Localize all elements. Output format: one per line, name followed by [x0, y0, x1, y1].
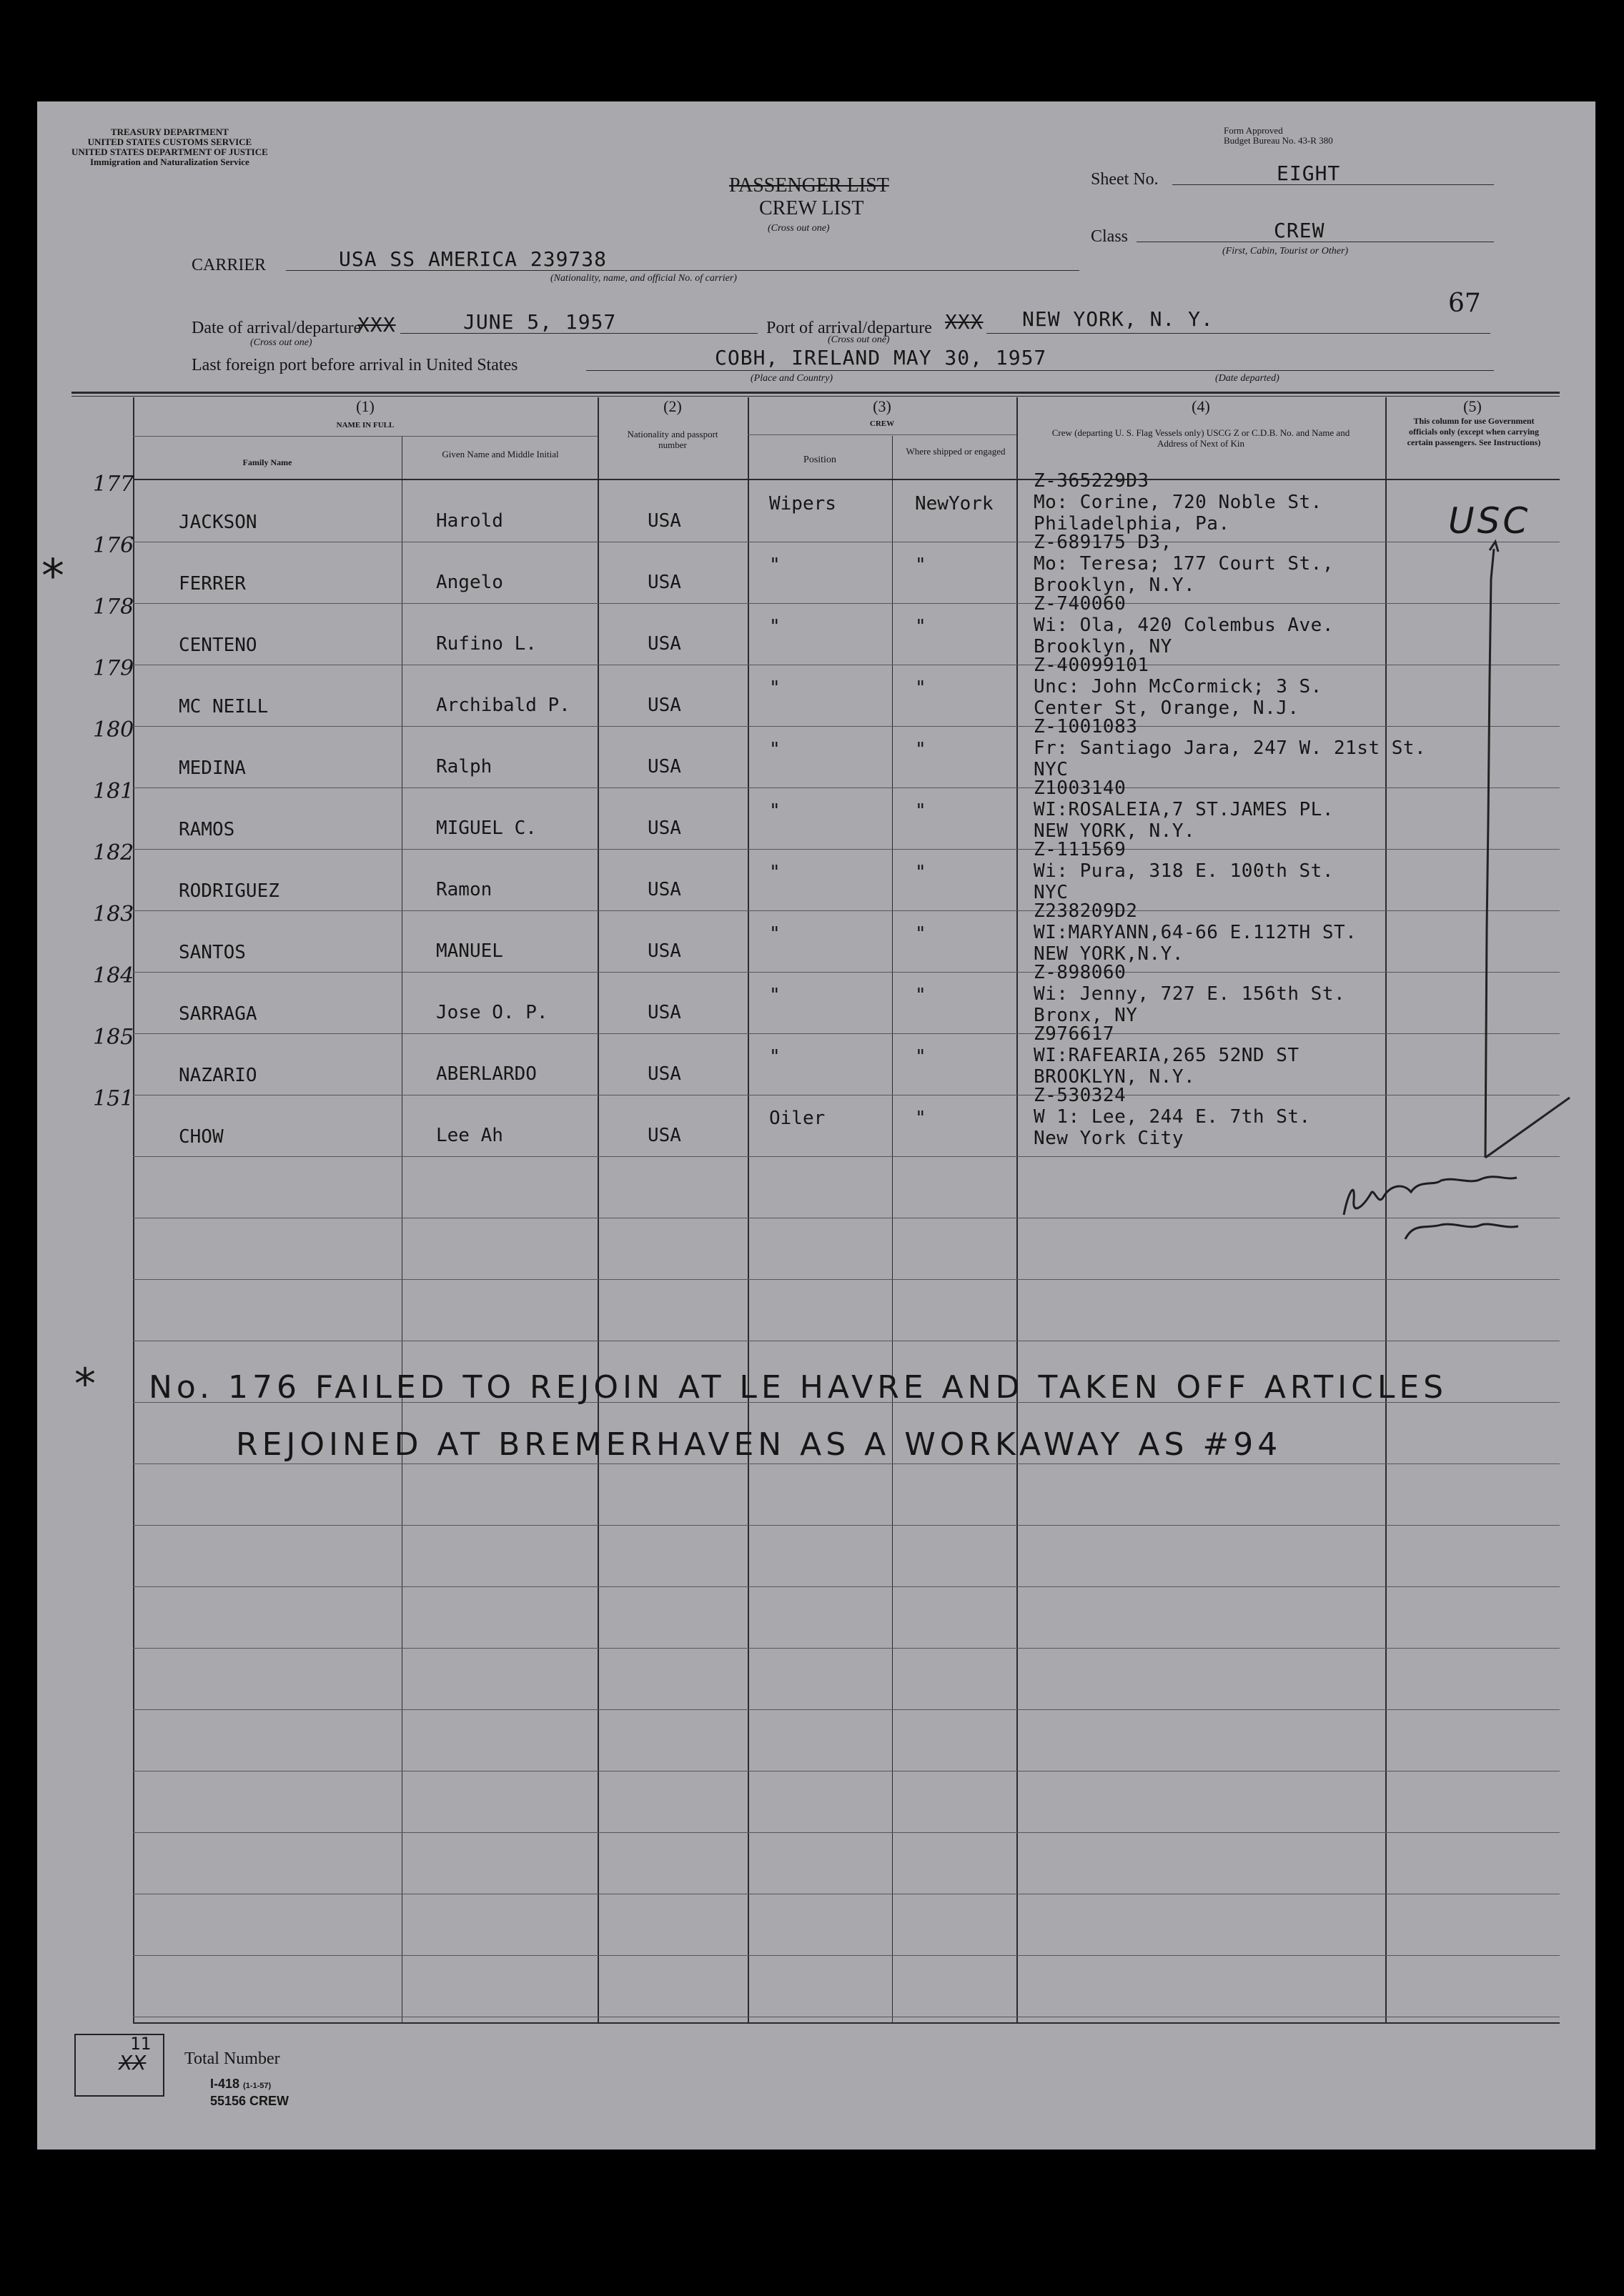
address-line: Z-111569 — [1034, 839, 1127, 860]
dept-line: Immigration and Naturalization Service — [89, 156, 249, 167]
next-of-kin-address — [1034, 1085, 1311, 1149]
port-underline — [986, 333, 1490, 334]
row-rule — [133, 1586, 1560, 1587]
next-of-kin-address — [1034, 655, 1322, 719]
position: " — [769, 555, 781, 576]
address-line: NEW YORK, N.Y. — [1034, 820, 1196, 842]
given-name: Ralph — [436, 756, 492, 777]
port-caption: (Cross out one) — [828, 334, 890, 345]
department-block — [71, 127, 268, 167]
port-label: Port of arrival/departure — [766, 319, 932, 337]
total-label: Total Number — [184, 2049, 280, 2068]
address-line: Z-689175 D3, — [1034, 532, 1172, 553]
address-line: NYC — [1034, 759, 1069, 780]
nationality: USA — [648, 572, 681, 593]
row-number: 183 — [93, 902, 134, 927]
row-rule — [133, 1648, 1560, 1649]
address-line: New York City — [1034, 1128, 1184, 1149]
address-line: Z238209D2 — [1034, 900, 1138, 922]
row-number: 151 — [93, 1086, 134, 1111]
col5-number: (5) — [1463, 397, 1482, 415]
next-of-kin-address — [1034, 900, 1357, 965]
given-name: Harold — [436, 510, 503, 532]
row-rule — [133, 1156, 1560, 1157]
sheet-label: Sheet No. — [1091, 170, 1159, 189]
address-line: Z-898060 — [1034, 962, 1127, 983]
address-line: NYC — [1034, 882, 1069, 903]
date-caption: (Cross out one) — [250, 337, 312, 348]
row-rule — [133, 1033, 1560, 1034]
nationality: USA — [648, 1125, 681, 1146]
carrier-label: CARRIER — [192, 256, 267, 274]
row-number: 179 — [93, 656, 134, 681]
usc-mark: USC — [1448, 500, 1531, 542]
address-line: Brooklyn, NY — [1034, 636, 1172, 657]
address-line: Z-365229D3 — [1034, 470, 1149, 492]
address-line: Wi: Jenny, 727 E. 156th St. — [1034, 983, 1346, 1005]
form-approved-line: Budget Bureau No. 43-R 380 — [1224, 135, 1333, 146]
dept-line: UNITED STATES DEPARTMENT OF JUSTICE — [71, 146, 268, 157]
date-label: Date of arrival/departure — [192, 319, 362, 337]
date-departed-caption: (Date departed) — [1215, 373, 1279, 384]
given-name: Archibald P. — [436, 695, 570, 716]
col2-number: (2) — [663, 397, 682, 415]
address-line: Wi: Ola, 420 Colembus Ave. — [1034, 615, 1334, 636]
row-rule — [133, 787, 1560, 788]
row-rule — [133, 1832, 1560, 1833]
address-line: Bronx, NY — [1034, 1005, 1138, 1026]
class-caption: (First, Cabin, Tourist or Other) — [1222, 246, 1349, 257]
where-shipped: " — [915, 677, 926, 699]
address-line: WI:MARYANN,64-66 E.112TH ST. — [1034, 922, 1357, 943]
col3-number: (3) — [873, 397, 891, 415]
note-asterisk: * — [74, 1359, 96, 1409]
where-shipped: " — [915, 555, 926, 576]
address-line: W 1: Lee, 244 E. 7th St. — [1034, 1106, 1311, 1128]
row-rule — [133, 1463, 1560, 1464]
next-of-kin-address — [1034, 777, 1334, 842]
where-shipped: " — [915, 616, 926, 637]
address-line: Z-740060 — [1034, 593, 1127, 615]
row-rule — [133, 972, 1560, 973]
position: " — [769, 616, 781, 637]
nationality: USA — [648, 940, 681, 962]
position: " — [769, 862, 781, 883]
given-name: MANUEL — [436, 940, 503, 962]
where-shipped: " — [915, 800, 926, 822]
position: Wipers — [769, 493, 836, 515]
address-line: Z-530324 — [1034, 1085, 1127, 1106]
port-struck: XXX — [945, 310, 984, 334]
row-number: 178 — [93, 595, 134, 620]
address-line: Brooklyn, N.Y. — [1034, 575, 1196, 596]
address-line: Mo: Teresa; 177 Court St., — [1034, 553, 1334, 575]
sheet-value: EIGHT — [1277, 161, 1341, 185]
form-approved-block — [1224, 126, 1333, 146]
family-name: RAMOS — [179, 819, 235, 840]
nationality: USA — [648, 1063, 681, 1085]
col1-number: (1) — [356, 397, 375, 415]
subhead-rule — [748, 434, 1016, 435]
position: " — [769, 1046, 781, 1068]
family-name: SANTOS — [179, 942, 246, 963]
form-id — [210, 2077, 271, 2092]
address-line: Philadelphia, Pa. — [1034, 513, 1230, 535]
position: " — [769, 985, 781, 1006]
col4-number: (4) — [1192, 397, 1210, 415]
row-rule — [133, 849, 1560, 850]
col-divider — [748, 397, 749, 2022]
next-of-kin-address — [1034, 962, 1345, 1026]
next-of-kin-address — [1034, 470, 1322, 535]
nationality: USA — [648, 695, 681, 716]
subhead-rule — [133, 436, 598, 437]
bracket-mark — [1472, 536, 1580, 1179]
col2-header: Nationality and passport number — [627, 429, 718, 450]
col-divider — [1016, 397, 1018, 2022]
address-line: Fr: Santiago Jara, 247 W. 21st St. — [1034, 737, 1427, 759]
official-signature — [1334, 1165, 1577, 1251]
where-shipped: NewYork — [915, 493, 994, 515]
dept-line: UNITED STATES CUSTOMS SERVICE — [87, 136, 252, 147]
col-divider — [598, 397, 599, 2022]
row-rule — [133, 1709, 1560, 1710]
address-line: Wi: Pura, 318 E. 100th St. — [1034, 860, 1334, 882]
col1b-header: Given Name and Middle Initial — [442, 449, 559, 459]
address-line: Z-40099101 — [1034, 655, 1149, 676]
where-shipped: " — [915, 923, 926, 945]
next-of-kin-address — [1034, 716, 1426, 780]
row-rule — [133, 1525, 1560, 1526]
nationality: USA — [648, 879, 681, 900]
col3-title: CREW — [869, 419, 895, 428]
nationality: USA — [648, 510, 681, 532]
row-rule — [133, 1955, 1560, 1956]
nationality: USA — [648, 756, 681, 777]
row-number: 176 — [93, 533, 134, 558]
crew-code: 55156 CREW — [210, 2094, 289, 2108]
table-top-rule — [71, 392, 1560, 394]
given-name: ABERLARDO — [436, 1063, 537, 1085]
address-line: Mo: Corine, 720 Noble St. — [1034, 492, 1322, 513]
given-name: Ramon — [436, 879, 492, 900]
next-of-kin-address — [1034, 839, 1334, 903]
col-divider — [892, 436, 893, 2022]
table-top-rule-2 — [71, 396, 1560, 397]
row-rule — [133, 603, 1560, 604]
address-line: Center St, Orange, N.J. — [1034, 697, 1299, 719]
last-port-value: COBH, IRELAND MAY 30, 1957 — [715, 346, 1047, 369]
address-line: WI:RAFEARIA,265 52ND ST — [1034, 1045, 1299, 1066]
last-port-underline — [586, 370, 1494, 371]
address-line: WI:ROSALEIA,7 ST.JAMES PL. — [1034, 799, 1334, 820]
given-name: MIGUEL C. — [436, 817, 537, 839]
address-line: Z1003140 — [1034, 777, 1127, 799]
total-box — [74, 2034, 164, 2097]
position: " — [769, 923, 781, 945]
family-name: CENTENO — [179, 635, 257, 656]
address-line: Z976617 — [1034, 1023, 1115, 1045]
nationality: USA — [648, 1002, 681, 1023]
family-name: NAZARIO — [179, 1065, 257, 1086]
given-name: Angelo — [436, 572, 503, 593]
form-number: I-418 — [210, 2077, 240, 2091]
asterisk-mark: * — [41, 550, 64, 603]
row-number: 181 — [93, 779, 134, 804]
family-name: CHOW — [179, 1126, 224, 1148]
family-name: MEDINA — [179, 757, 246, 779]
address-line: Z-1001083 — [1034, 716, 1138, 737]
col-divider — [133, 397, 134, 2022]
family-name: SARRAGA — [179, 1003, 257, 1025]
col1a-header: Family Name — [242, 457, 292, 467]
next-of-kin-address — [1034, 593, 1334, 657]
place-caption: (Place and Country) — [751, 373, 833, 384]
next-of-kin-address — [1034, 532, 1334, 596]
given-name: Jose O. P. — [436, 1002, 548, 1023]
passenger-list-title: PASSENGER LIST — [729, 174, 889, 197]
class-label: Class — [1091, 227, 1129, 246]
row-number: 185 — [93, 1025, 134, 1050]
family-name: MC NEILL — [179, 696, 269, 717]
row-number: 180 — [93, 717, 134, 742]
note-line-1: No. 176 FAILED TO REJOIN AT LE HAVRE AND TAKEN OFF ARTICLES — [149, 1369, 1448, 1406]
address-line: Unc: John McCormick; 3 S. — [1034, 676, 1322, 697]
given-name: Lee Ah — [436, 1125, 503, 1146]
form-revision: (1-1-57) — [243, 2082, 272, 2090]
family-name: RODRIGUEZ — [179, 880, 279, 902]
where-shipped: " — [915, 985, 926, 1006]
table-bottom-rule — [133, 2022, 1560, 2024]
crew-list-title: CREW LIST — [759, 197, 864, 219]
col5-header: This column for use Government officials only (except when carrying certain passengers. See Instructions) — [1407, 416, 1541, 447]
position: Oiler — [769, 1108, 826, 1129]
total-value: 11 — [130, 2034, 151, 2054]
row-number: 182 — [93, 840, 134, 865]
row-number: 184 — [93, 963, 134, 988]
carrier-value: USA SS AMERICA 239738 — [339, 247, 608, 271]
total-struck: XX — [119, 2051, 147, 2074]
position: " — [769, 739, 781, 760]
class-value: CREW — [1274, 219, 1325, 242]
col3b-header: Where shipped or engaged — [906, 446, 1006, 457]
nationality: USA — [648, 817, 681, 839]
page-number: 67 — [1448, 289, 1481, 318]
date-struck: XXX — [357, 313, 396, 337]
position: " — [769, 677, 781, 699]
col3a-header: Position — [803, 454, 836, 465]
dept-line: TREASURY DEPARTMENT — [110, 126, 229, 137]
address-line: NEW YORK,N.Y. — [1034, 943, 1184, 965]
port-value: NEW YORK, N. Y. — [1022, 307, 1214, 331]
where-shipped: " — [915, 1108, 926, 1129]
date-value: JUNE 5, 1957 — [463, 310, 617, 334]
position: " — [769, 800, 781, 822]
where-shipped: " — [915, 1046, 926, 1068]
family-name: JACKSON — [179, 512, 257, 533]
form-approved-line: Form Approved — [1224, 125, 1283, 136]
nationality: USA — [648, 633, 681, 655]
row-number: 177 — [93, 472, 134, 497]
row-rule — [133, 1279, 1560, 1280]
given-name: Rufino L. — [436, 633, 537, 655]
address-line: BROOKLYN, N.Y. — [1034, 1066, 1196, 1088]
header-bottom-rule — [133, 479, 1560, 480]
col1-title: NAME IN FULL — [336, 421, 395, 429]
note-line-2: REJOINED AT BREMERHAVEN AS A WORKAWAY AS #94 — [236, 1426, 1282, 1463]
title-caption: (Cross out one) — [768, 223, 830, 234]
where-shipped: " — [915, 862, 926, 883]
col4-header: Crew (departing U. S. Flag Vessels only) USCG Z or C.D.B. No. and Name and Address of Next of Kin — [1051, 427, 1350, 449]
family-name: FERRER — [179, 573, 246, 595]
carrier-caption: (Nationality, name, and official No. of carrier) — [550, 273, 737, 284]
last-port-label: Last foreign port before arrival in United States — [192, 356, 518, 374]
next-of-kin-address — [1034, 1023, 1299, 1088]
where-shipped: " — [915, 739, 926, 760]
